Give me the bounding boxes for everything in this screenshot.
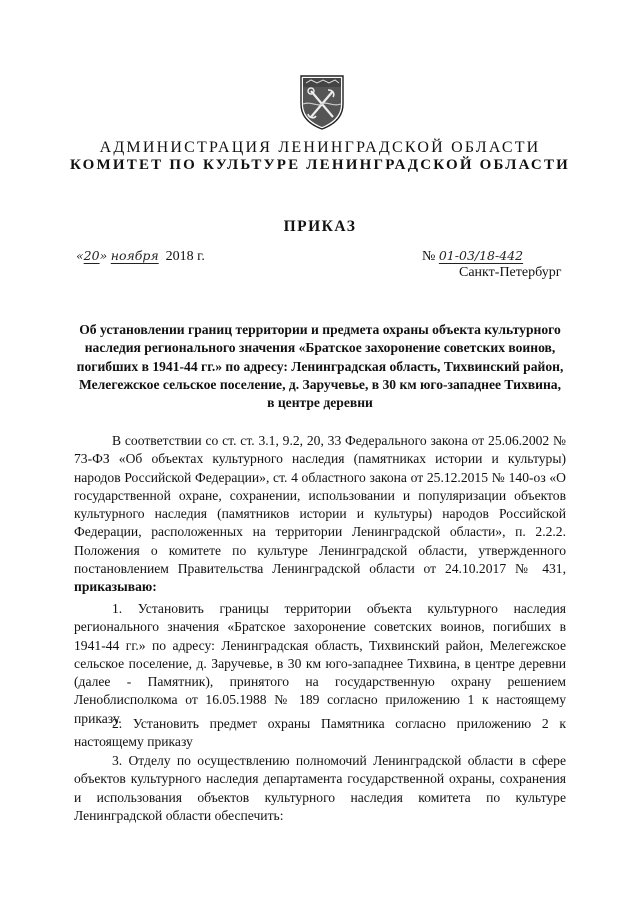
city-name: Санкт-Петербург <box>459 265 562 280</box>
coat-of-arms-emblem <box>297 74 347 130</box>
organization-name: АДМИНИСТРАЦИЯ ЛЕНИНГРАДСКОЙ ОБЛАСТИ <box>99 139 541 156</box>
date-year: 2018 г. <box>165 249 205 264</box>
preamble-text: В соответствии со ст. ст. 3.1, 9.2, 20, 33 Федерального закона от 25.06.2002 № 73-ФЗ «Об объектах культурного наследия (памятниках истории и культуры) народов Российской Федерации», ст. 4 областного закона от 25.12.2015 № 140-оз «О государственной охране, сохранении, использовании и популяризации объектов культурного наследия (памятников истории и культуры) народов Российской Федерации, расположенных на территории Ленинградской области», п. 2.2.2. Положения о комитете по культуре Ленинградской области, утвержденного постановлением Правительства Ленинградской области от 24.10.2017 № 431, <box>74 433 566 577</box>
date-open-quote: « <box>76 248 84 263</box>
number-sign: № <box>422 249 436 264</box>
date-month: ноября <box>110 248 159 263</box>
document-type: ПРИКАЗ <box>283 218 357 235</box>
order-item-1: 1. Установить границы территории объекта культурного наследия регионального значения «Братское захоронение советских воинов, погибших в 1941-44 гг.» по адресу: Ленинградская область, Тихвинский район, Мелегежское сельское поселение, д. Заручевье, в 30 км юго-западнее Тихвина, в центре деревни (далее - Памятник), принятого на государственную охрану решением Леноблисполкома от 16.05.1988 № 189 согласно приложению 1 к настоящему приказу. <box>74 601 566 726</box>
document-title: Об установлении границ территории и предмета охраны объекта культурного наследия регионального значения «Братское захоронение советских воинов, погибших в 1941-44 гг.» по адресу: Ленинградская область, Тихвинский район, Мелегежское сельское поселение, д. Заручевье, в 30 км юго-западнее Тихвина, в центре деревни <box>76 322 564 411</box>
order-verb: приказываю: <box>74 579 157 595</box>
order-number <box>422 248 523 265</box>
date-close-quote: » <box>99 248 108 263</box>
preamble-paragraph <box>74 432 566 597</box>
order-item-2: 2. Установить предмет охраны Памятника согласно приложению 2 к настоящему приказу <box>74 716 566 750</box>
date-day: 20 <box>83 248 100 263</box>
order-date <box>76 248 205 265</box>
committee-name: КОМИТЕТ ПО КУЛЬТУРЕ ЛЕНИНГРАДСКОЙ ОБЛАСТИ <box>69 157 571 173</box>
number-value: 01-03/18-442 <box>438 248 524 263</box>
order-item-3: 3. Отделу по осуществлению полномочий Ленинградской области в сфере объектов культурного наследия департамента государственной охраны, сохранения и использования объектов культурного наследия комитета по культуре Ленинградской области обеспечить: <box>74 753 566 823</box>
